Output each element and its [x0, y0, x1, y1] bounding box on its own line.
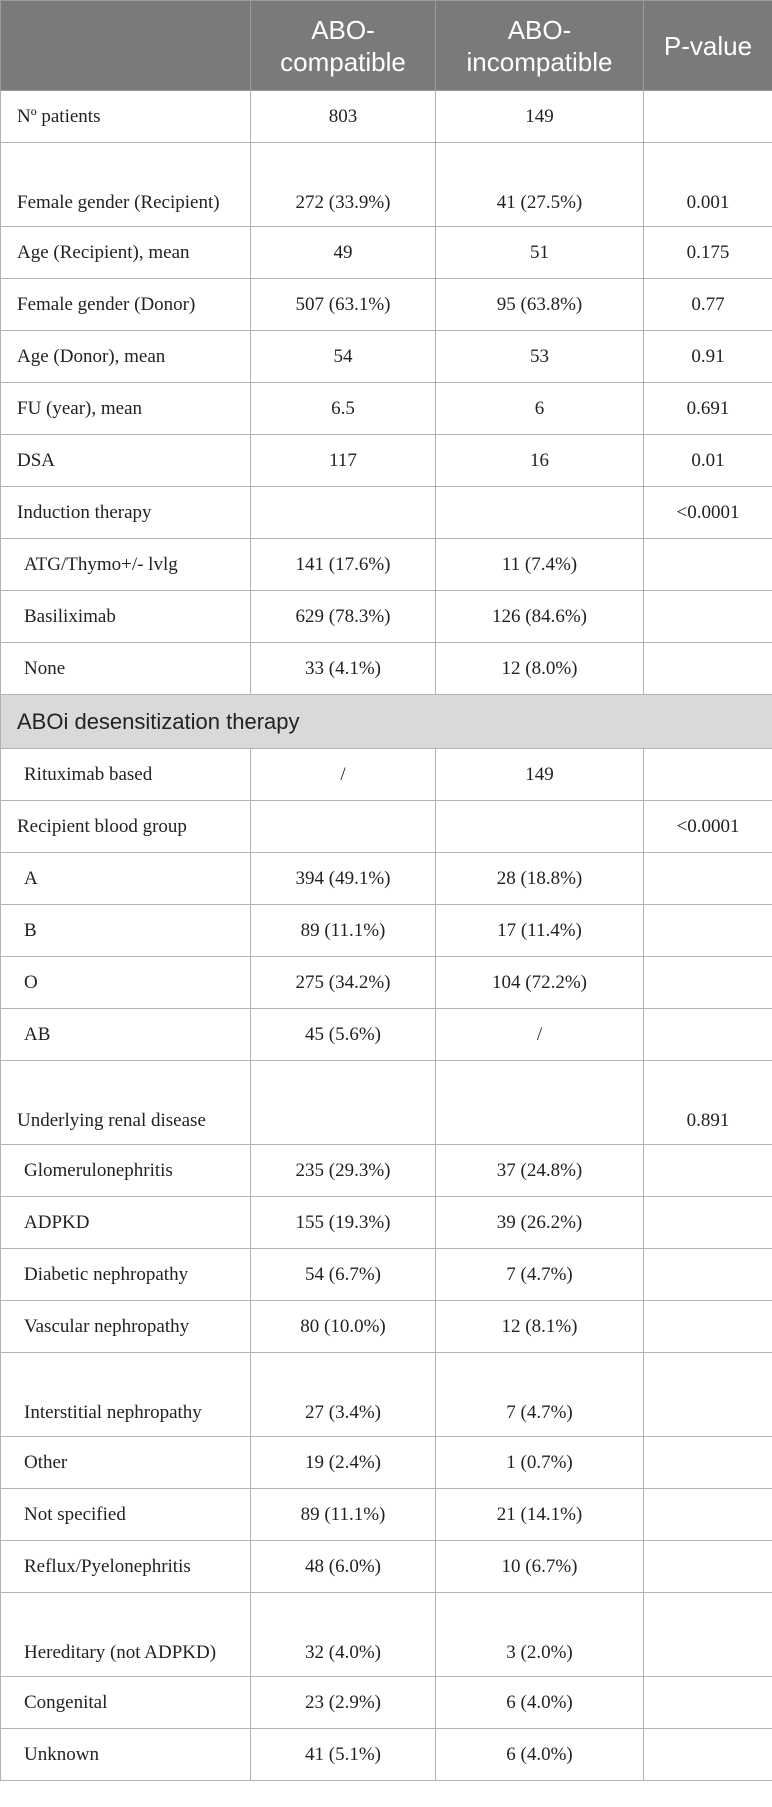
table-row	[1, 905, 772, 957]
cell-p-value	[644, 1593, 772, 1677]
row-label: Induction therapy	[1, 487, 251, 539]
cell-incompatible: 126 (84.6%)	[436, 591, 644, 643]
cell-compatible: 275 (34.2%)	[251, 957, 436, 1009]
cell-compatible: 141 (17.6%)	[251, 539, 436, 591]
cell-incompatible: 28 (18.8%)	[436, 853, 644, 905]
row-label: Glomerulonephritis	[1, 1145, 251, 1197]
cell-p-value	[644, 1729, 772, 1781]
cell-p-value: 0.891	[644, 1061, 772, 1145]
cell-p-value	[644, 1437, 772, 1489]
cell-p-value	[644, 905, 772, 957]
cell-compatible: 32 (4.0%)	[251, 1593, 436, 1677]
cell-compatible: 235 (29.3%)	[251, 1145, 436, 1197]
table-row	[1, 91, 772, 143]
cell-p-value	[644, 1197, 772, 1249]
cell-p-value: <0.0001	[644, 801, 772, 853]
cell-incompatible	[436, 487, 644, 539]
cell-compatible: 23 (2.9%)	[251, 1677, 436, 1729]
cell-compatible: 80 (10.0%)	[251, 1301, 436, 1353]
row-label: FU (year), mean	[1, 383, 251, 435]
row-label: Underlying renal disease	[1, 1061, 251, 1145]
cell-compatible: 803	[251, 91, 436, 143]
table-row	[1, 1249, 772, 1301]
cell-incompatible	[436, 801, 644, 853]
cell-compatible	[251, 487, 436, 539]
row-label: Nº patients	[1, 91, 251, 143]
header-empty	[1, 1, 251, 91]
row-label: Not specified	[1, 1489, 251, 1541]
table-row	[1, 801, 772, 853]
table-row	[1, 1729, 772, 1781]
row-label: Female gender (Donor)	[1, 279, 251, 331]
row-label: AB	[1, 1009, 251, 1061]
cell-compatible: 394 (49.1%)	[251, 853, 436, 905]
table-row	[1, 331, 772, 383]
cell-incompatible: 7 (4.7%)	[436, 1353, 644, 1437]
cell-incompatible: 41 (27.5%)	[436, 143, 644, 227]
table-row	[1, 1145, 772, 1197]
cell-compatible: 89 (11.1%)	[251, 1489, 436, 1541]
cell-incompatible: 37 (24.8%)	[436, 1145, 644, 1197]
cell-p-value: 0.001	[644, 143, 772, 227]
cell-incompatible: 12 (8.0%)	[436, 643, 644, 695]
row-label: Other	[1, 1437, 251, 1489]
cell-compatible: 41 (5.1%)	[251, 1729, 436, 1781]
row-label: Age (Recipient), mean	[1, 227, 251, 279]
table-row	[1, 1437, 772, 1489]
row-label: Female gender (Recipient)	[1, 143, 251, 227]
cell-compatible: 272 (33.9%)	[251, 143, 436, 227]
section-title: ABOi desensitization therapy	[1, 695, 772, 749]
table-row	[1, 591, 772, 643]
table-row	[1, 227, 772, 279]
cell-p-value	[644, 749, 772, 801]
table-row	[1, 1301, 772, 1353]
section-header-row	[1, 695, 772, 749]
cell-incompatible: 6 (4.0%)	[436, 1729, 644, 1781]
cell-incompatible: 12 (8.1%)	[436, 1301, 644, 1353]
row-label: Rituximab based	[1, 749, 251, 801]
table-row	[1, 957, 772, 1009]
cell-p-value	[644, 1489, 772, 1541]
cell-p-value	[644, 1541, 772, 1593]
table-row	[1, 853, 772, 905]
table-row	[1, 143, 772, 227]
table-row	[1, 643, 772, 695]
cell-incompatible: 6	[436, 383, 644, 435]
cell-compatible: 45 (5.6%)	[251, 1009, 436, 1061]
cell-incompatible	[436, 1061, 644, 1145]
cell-compatible	[251, 1061, 436, 1145]
row-label: Vascular nephropathy	[1, 1301, 251, 1353]
cell-p-value: 0.175	[644, 227, 772, 279]
cell-compatible: 117	[251, 435, 436, 487]
row-label: None	[1, 643, 251, 695]
cell-incompatible: 149	[436, 91, 644, 143]
table-row	[1, 435, 772, 487]
cell-p-value	[644, 591, 772, 643]
cell-incompatible: 21 (14.1%)	[436, 1489, 644, 1541]
cell-p-value: 0.77	[644, 279, 772, 331]
table-row	[1, 1593, 772, 1677]
row-label: Unknown	[1, 1729, 251, 1781]
table-row	[1, 749, 772, 801]
table-row	[1, 487, 772, 539]
cell-compatible: 629 (78.3%)	[251, 591, 436, 643]
table-row	[1, 1061, 772, 1145]
table-row	[1, 1353, 772, 1437]
cell-p-value	[644, 853, 772, 905]
cell-p-value	[644, 1301, 772, 1353]
row-label: Hereditary (not ADPKD)	[1, 1593, 251, 1677]
cell-incompatible: 17 (11.4%)	[436, 905, 644, 957]
header-p-value: P-value	[644, 1, 772, 91]
cell-compatible: 155 (19.3%)	[251, 1197, 436, 1249]
cell-p-value: 0.91	[644, 331, 772, 383]
table-row	[1, 1197, 772, 1249]
row-label: Age (Donor), mean	[1, 331, 251, 383]
cell-incompatible: 1 (0.7%)	[436, 1437, 644, 1489]
row-label: DSA	[1, 435, 251, 487]
cell-p-value	[644, 539, 772, 591]
cell-incompatible: 104 (72.2%)	[436, 957, 644, 1009]
cell-compatible: 19 (2.4%)	[251, 1437, 436, 1489]
row-label: Interstitial nephropathy	[1, 1353, 251, 1437]
row-label: Diabetic nephropathy	[1, 1249, 251, 1301]
cell-p-value	[644, 1353, 772, 1437]
cell-p-value: 0.01	[644, 435, 772, 487]
cell-incompatible: 7 (4.7%)	[436, 1249, 644, 1301]
table-row	[1, 383, 772, 435]
cell-incompatible: 3 (2.0%)	[436, 1593, 644, 1677]
row-label: B	[1, 905, 251, 957]
table-row	[1, 539, 772, 591]
cell-p-value	[644, 1009, 772, 1061]
table-row	[1, 1677, 772, 1729]
cell-compatible	[251, 801, 436, 853]
cell-compatible: 6.5	[251, 383, 436, 435]
cell-p-value	[644, 91, 772, 143]
cell-incompatible: 149	[436, 749, 644, 801]
cell-incompatible: 39 (26.2%)	[436, 1197, 644, 1249]
row-label: ADPKD	[1, 1197, 251, 1249]
cell-compatible: 54	[251, 331, 436, 383]
cell-compatible: 49	[251, 227, 436, 279]
header-abo-incompatible: ABO-incompatible	[436, 1, 644, 91]
cell-incompatible: 6 (4.0%)	[436, 1677, 644, 1729]
cell-p-value: 0.691	[644, 383, 772, 435]
cell-p-value	[644, 643, 772, 695]
row-label: Basiliximab	[1, 591, 251, 643]
table-row	[1, 1541, 772, 1593]
cell-incompatible: /	[436, 1009, 644, 1061]
table-row	[1, 1489, 772, 1541]
cell-p-value	[644, 1145, 772, 1197]
row-label: Congenital	[1, 1677, 251, 1729]
header-row	[1, 1, 772, 91]
row-label: A	[1, 853, 251, 905]
cell-compatible: 27 (3.4%)	[251, 1353, 436, 1437]
cell-compatible: /	[251, 749, 436, 801]
cell-incompatible: 53	[436, 331, 644, 383]
cell-incompatible: 10 (6.7%)	[436, 1541, 644, 1593]
header-abo-compatible: ABO-compatible	[251, 1, 436, 91]
row-label: Reflux/Pyelonephritis	[1, 1541, 251, 1593]
table-row	[1, 1009, 772, 1061]
cell-p-value: <0.0001	[644, 487, 772, 539]
cell-p-value	[644, 1249, 772, 1301]
cell-incompatible: 11 (7.4%)	[436, 539, 644, 591]
cell-compatible: 33 (4.1%)	[251, 643, 436, 695]
row-label: Recipient blood group	[1, 801, 251, 853]
cell-p-value	[644, 1677, 772, 1729]
cell-incompatible: 16	[436, 435, 644, 487]
row-label: O	[1, 957, 251, 1009]
cell-incompatible: 95 (63.8%)	[436, 279, 644, 331]
cell-compatible: 89 (11.1%)	[251, 905, 436, 957]
cell-compatible: 507 (63.1%)	[251, 279, 436, 331]
cell-p-value	[644, 957, 772, 1009]
cell-compatible: 54 (6.7%)	[251, 1249, 436, 1301]
table-row	[1, 279, 772, 331]
cell-compatible: 48 (6.0%)	[251, 1541, 436, 1593]
row-label: ATG/Thymo+/- lvlg	[1, 539, 251, 591]
cell-incompatible: 51	[436, 227, 644, 279]
